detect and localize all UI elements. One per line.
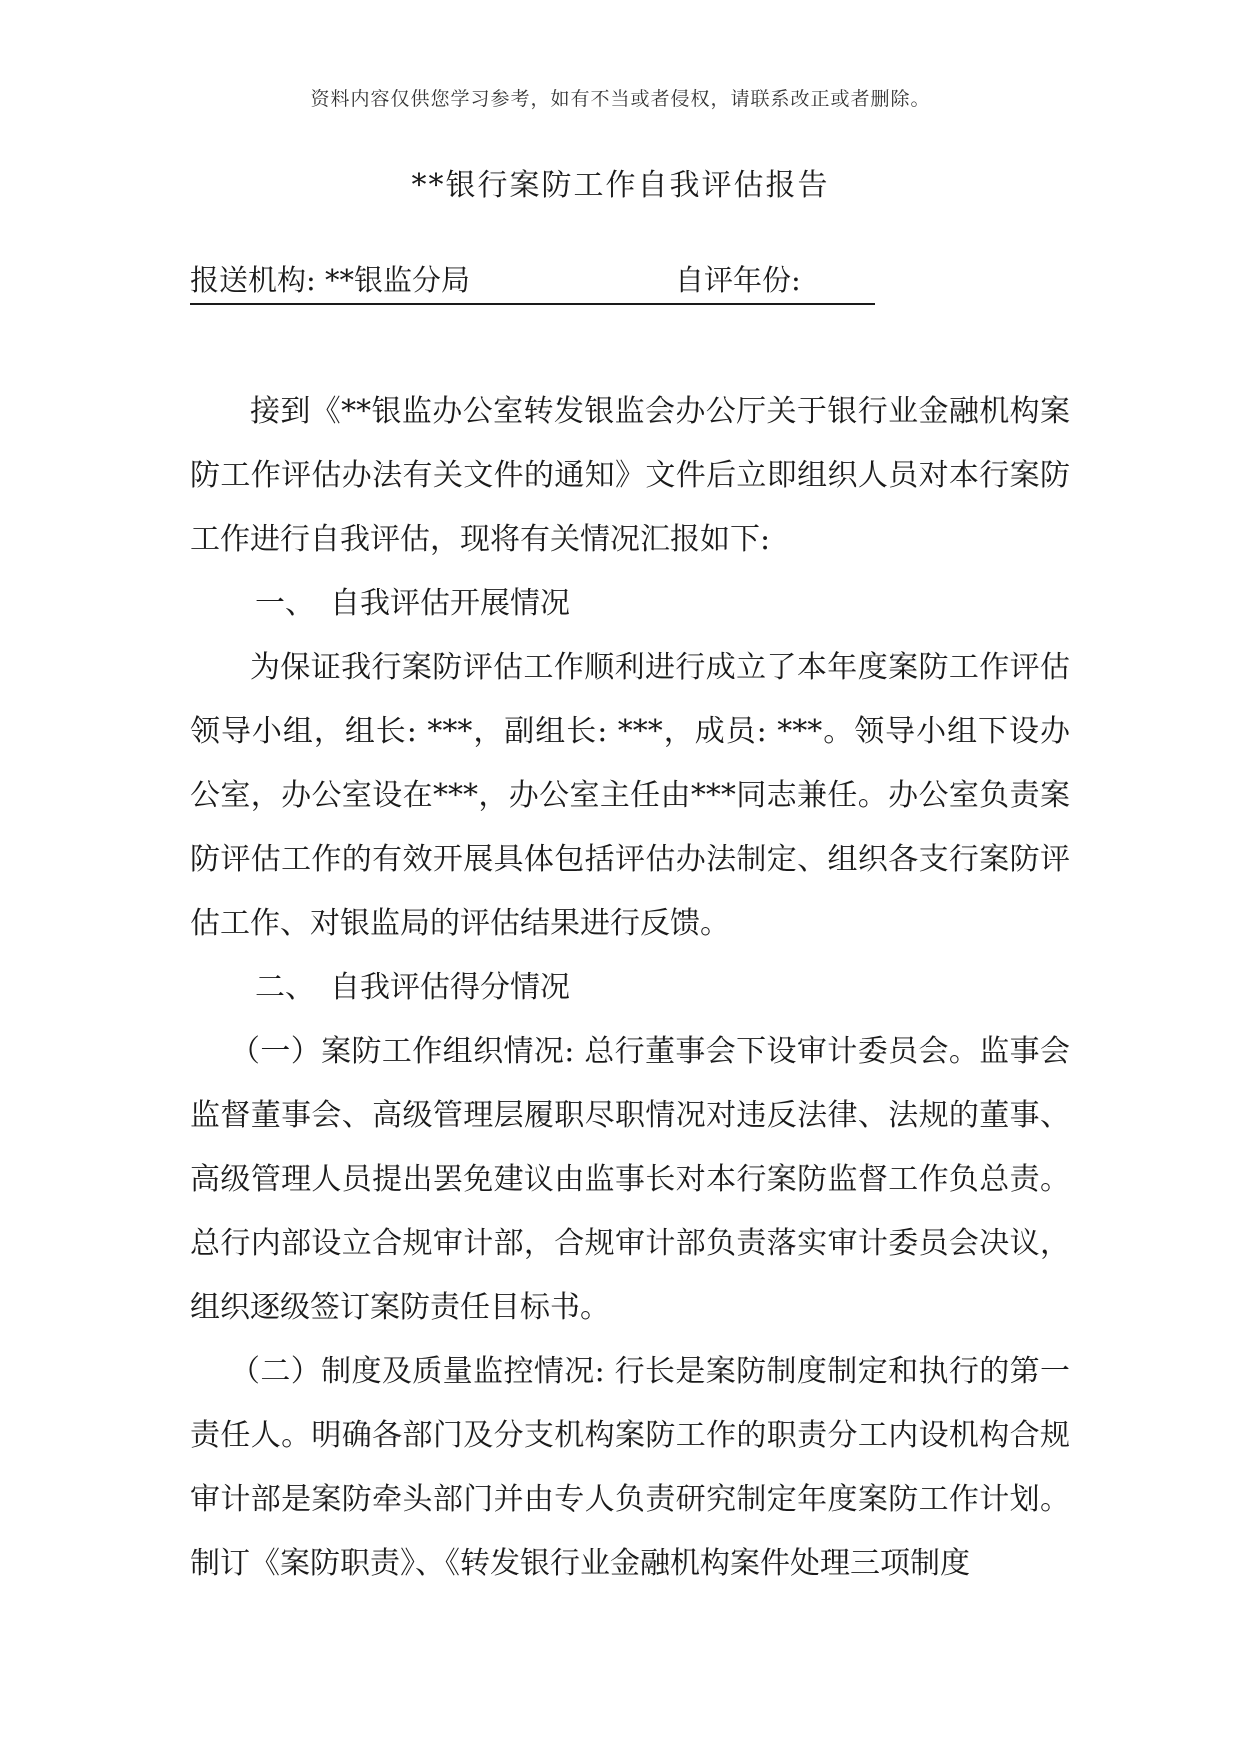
section-2-heading — [190, 956, 1070, 1020]
section-1-paragraph: 为保证我行案防评估工作顺利进行成立了本年度案防工作评估领导小组，组长: ***，副组长: ***，成员: ***。领导小组下设办公室，办公室设在***，办公室主任由***同志兼任。办公室负责案防评估工作的有效开展具体包括评估办法制定、组织各支行案防评估工作、对银监局的评估结果进行反馈。 — [190, 650, 1070, 941]
year-label: 自评年份: — [675, 263, 801, 297]
section-2-title: 自我评估得分情况 — [330, 970, 570, 1005]
year-field-box — [675, 258, 875, 305]
header-disclaimer: 资料内容仅供您学习参考，如有不当或者侵权，请联系改正或者删除。 — [310, 88, 931, 110]
report-meta-row — [190, 258, 870, 300]
section-2-number: 二、 — [255, 970, 315, 1005]
document-title: **银行案防工作自我评估报告 — [411, 168, 830, 203]
section-2-item-1: （一）案防工作组织情况: 总行董事会下设审计委员会。监事会监督董事会、高级管理层履职尽职情况对违反法律、法规的董事、高级管理人员提出罢免建议由监事长对本行案防监督工作负总责。总行内部设立合规审计部，合规审计部负责落实审计委员会决议，组织逐级签订案防责任目标书。 — [190, 1034, 1070, 1325]
org-field — [190, 258, 705, 305]
org-value: **银监分局 — [325, 263, 471, 297]
section-2-item-2: （二）制度及质量监控情况: 行长是案防制度制定和执行的第一责任人。明确各部门及分支机构案防工作的职责分工内设机构合规审计部是案防牵头部门并由专人负责研究制定年度案防工作计划。制订《案防职责》、《转发银行业金融机构案件处理三项制度 — [190, 1354, 1070, 1581]
intro-paragraph: 接到《**银监办公室转发银监会办公厅关于银行业金融机构案防工作评估办法有关文件的通知》文件后立即组织人员对本行案防工作进行自我评估，现将有关情况汇报如下: — [190, 394, 1070, 557]
org-label: 报送机构: — [190, 263, 316, 297]
section-1-number: 一、 — [255, 586, 315, 621]
section-1-heading — [190, 572, 1070, 636]
report-body — [190, 380, 1070, 1596]
section-1-title: 自我评估开展情况 — [330, 586, 570, 621]
